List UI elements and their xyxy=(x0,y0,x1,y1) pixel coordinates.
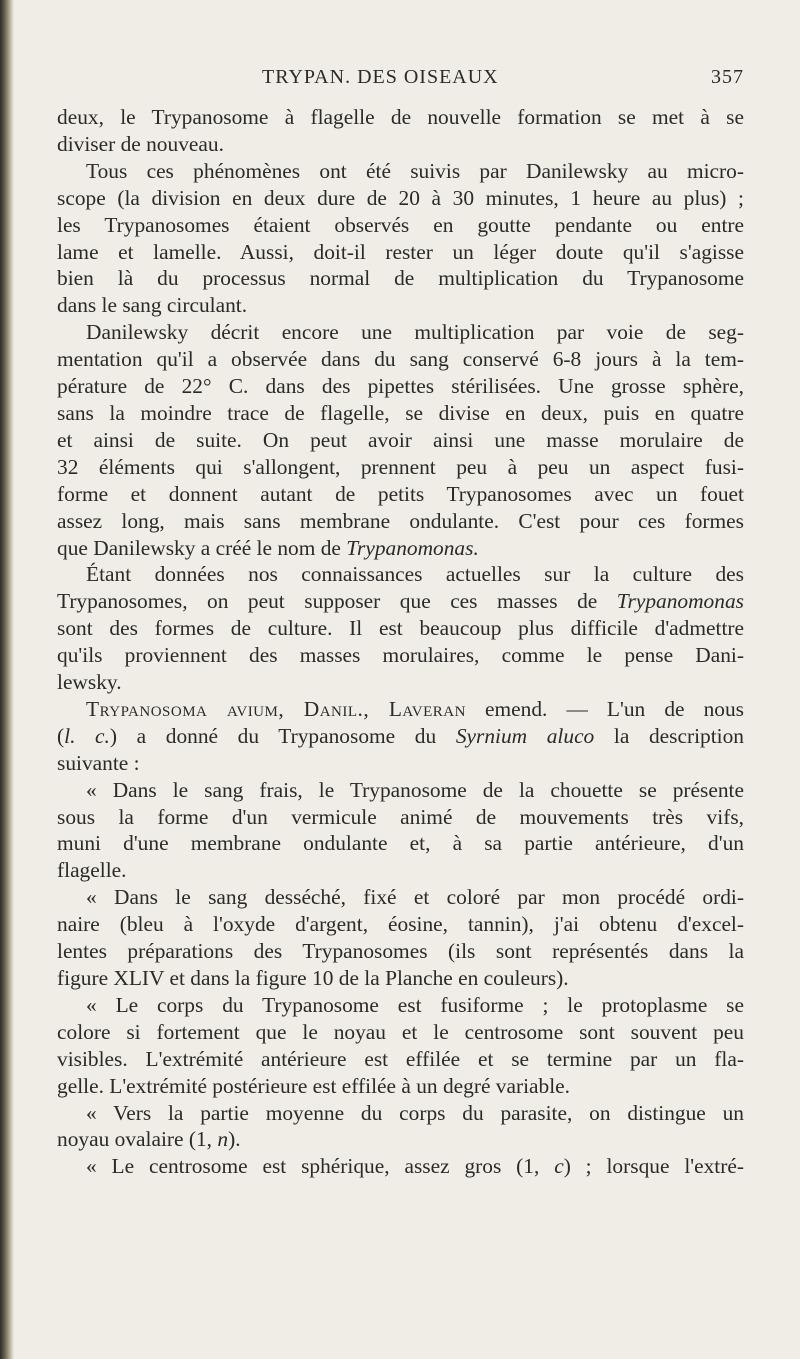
text-line: diviser de nouveau. xyxy=(57,131,224,156)
text-line: « Dans le sang frais, le Trypanosome de la chouette se présente xyxy=(86,777,744,802)
text-line: bien là du processus normal de multiplication du Trypanosome xyxy=(57,266,744,291)
text-line: « Dans le sang desséché, fixé et coloré par mon procédé ordi- xyxy=(86,885,744,910)
text-line: muni d'une membrane ondulante et, à sa partie antérieure, d'un xyxy=(57,831,744,856)
page-binding-edge xyxy=(0,0,14,1359)
text-fragment: emend. — L'un de nous xyxy=(465,696,744,721)
text-line: mentation qu'il a observée dans du sang conservé 6-8 jours à la tem- xyxy=(57,347,744,372)
text-line: suivante : xyxy=(57,750,140,775)
text-line: sont des formes de culture. Il est beaucoup plus difficile d'admettre xyxy=(57,616,744,641)
text-line xyxy=(57,723,744,750)
text-line: deux, le Trypanosome à flagelle de nouvelle formation se met à se xyxy=(57,105,744,129)
text-line: 32 éléments qui s'allongent, prennent peu à peu un aspect fusi- xyxy=(57,454,744,479)
text-line: pérature de 22° C. dans des pipettes stérilisées. Une grosse sphère, xyxy=(57,374,744,399)
text-fragment: ) ; lorsque l'extré- xyxy=(563,1154,744,1179)
text-fragment: que Danilewsky a créé le nom de xyxy=(57,535,341,560)
text-line: sous la forme d'un vermicule animé de mouvements très vifs, xyxy=(57,804,744,829)
text-line xyxy=(57,535,744,562)
text-line: flagelle. xyxy=(57,858,127,883)
text-fragment: Trypanosomes, on peut supposer que ces masses de xyxy=(57,589,598,614)
text-line: figure XLIV et dans la figure 10 de la Planche en couleurs). xyxy=(57,966,569,990)
text-line xyxy=(57,1126,744,1153)
text-line: « Vers la partie moyenne du corps du parasite, on distingue un xyxy=(86,1100,744,1125)
text-fragment: ). xyxy=(228,1127,241,1152)
text-line: sans la moindre trace de flagelle, se divise en deux, puis en quatre xyxy=(57,400,744,425)
species-name: Syrnium aluco xyxy=(455,723,595,748)
text-line: forme et donnent autant de petits Trypanosomes avec un fouet xyxy=(57,481,744,506)
genus-name: Trypanomonas. xyxy=(346,535,479,560)
species-heading: Trypanosoma avium, Danil., Laveran xyxy=(86,696,466,721)
text-line: visibles. L'extrémité antérieure est effilée et se termine par un fla- xyxy=(57,1046,744,1071)
figure-ref: c xyxy=(554,1154,564,1179)
text-line: lewsky. xyxy=(57,670,122,695)
text-fragment: ) a donné du Trypanosome du xyxy=(109,723,456,748)
text-fragment: la description xyxy=(594,723,745,748)
text-line: dans le sang circulant. xyxy=(57,293,248,318)
text-line xyxy=(57,1153,744,1180)
text-line: colore si fortement que le noyau et le centrosome sont souvent peu xyxy=(57,1019,744,1044)
text-fragment: ( xyxy=(57,723,65,748)
text-line xyxy=(57,588,744,615)
text-line: qu'ils proviennent des masses morulaires, comme le pense Dani- xyxy=(57,643,744,668)
text-line: naire (bleu à l'oxyde d'argent, éosine, tannin), j'ai obtenu d'excel- xyxy=(57,912,744,937)
citation: l. c. xyxy=(64,723,110,748)
text-line: Étant données nos connaissances actuelles sur la culture des xyxy=(86,562,744,587)
text-line: lame et lamelle. Aussi, doit-il rester un léger doute qu'il s'agisse xyxy=(57,239,744,264)
text-line: et ainsi de suite. On peut avoir ainsi une masse morulaire de xyxy=(57,427,744,452)
figure-ref: n xyxy=(217,1127,229,1152)
text-line: scope (la division en deux dure de 20 à 30 minutes, 1 heure au plus) ; xyxy=(57,185,744,210)
text-line: lentes préparations des Trypanosomes (ils sont représentés dans la xyxy=(57,939,744,964)
page-number: 357 xyxy=(711,66,744,88)
paragraph xyxy=(57,777,744,885)
paragraph xyxy=(57,1153,744,1180)
text-line: Tous ces phénomènes ont été suivis par Danilewsky au micro- xyxy=(86,158,744,183)
paragraph xyxy=(57,1100,744,1154)
paragraph xyxy=(57,104,744,158)
text-line: les Trypanosomes étaient observés en goutte pendante ou entre xyxy=(57,212,744,237)
paragraph xyxy=(57,992,744,1100)
paragraph xyxy=(57,561,744,696)
text-line: gelle. L'extrémité postérieure est effilée à un degré variable. xyxy=(57,1073,571,1098)
text-line: Danilewsky décrit encore une multiplication par voie de seg- xyxy=(86,320,744,345)
text-line: assez long, mais sans membrane ondulante. C'est pour ces formes xyxy=(57,508,744,533)
running-title: TRYPAN. DES OISEAUX xyxy=(262,66,499,88)
section-heading-line xyxy=(57,696,744,723)
text-fragment: noyau ovalaire (1, xyxy=(57,1127,218,1152)
running-header xyxy=(0,62,800,92)
body-text xyxy=(57,104,744,1180)
paragraph xyxy=(57,884,744,992)
text-line: « Le corps du Trypanosome est fusiforme ; le protoplasme se xyxy=(86,992,744,1017)
genus-name: Trypanomonas xyxy=(616,589,744,614)
paragraph xyxy=(57,696,744,777)
paragraph xyxy=(57,319,744,561)
text-fragment: « Le centrosome est sphérique, assez gros (1, xyxy=(86,1154,555,1179)
paragraph xyxy=(57,158,744,319)
